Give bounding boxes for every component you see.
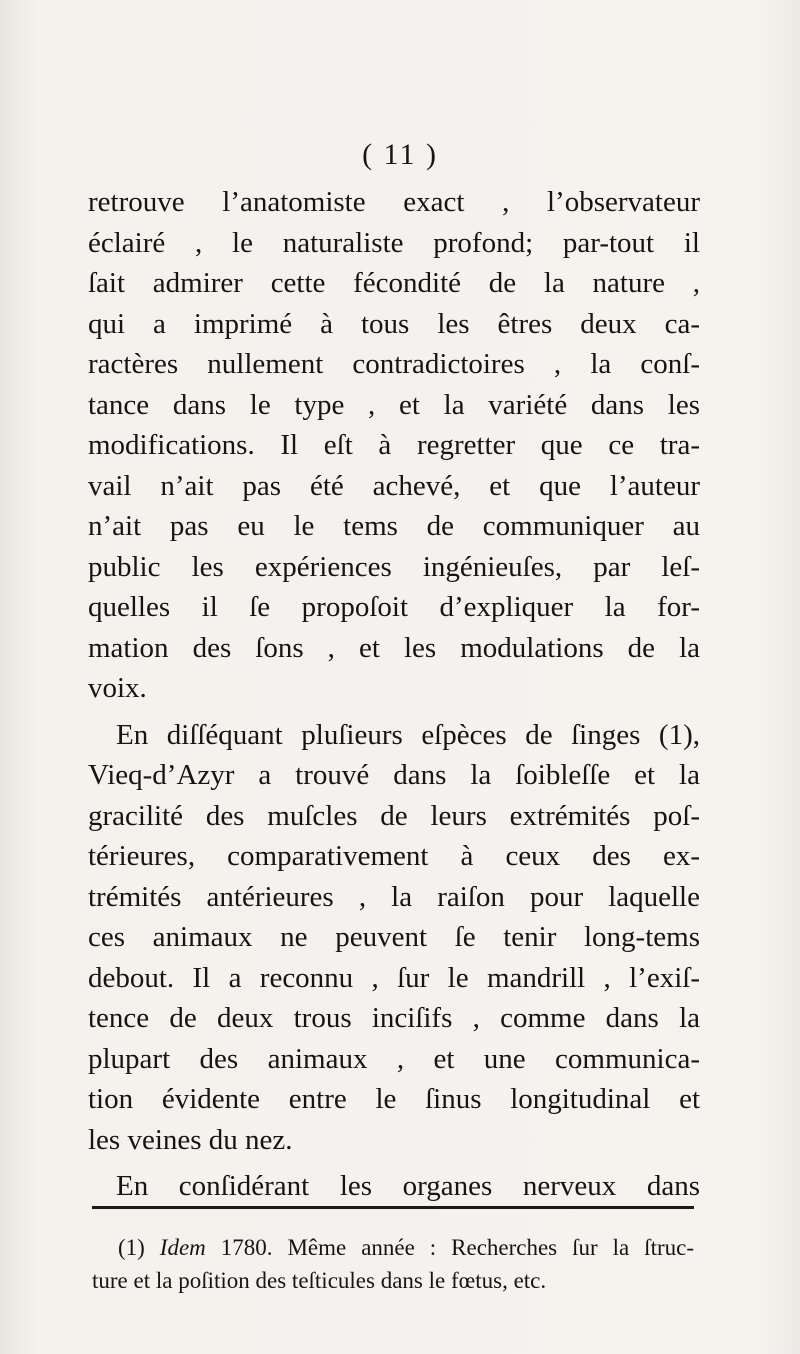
text-line: tion évidente entre le ſinus longitudinal et (88, 1083, 700, 1115)
text-line: trémités antérieures , la raiſon pour laquelle (88, 880, 700, 913)
text-line: retrouve l’anatomiste exact , l’observateur (88, 186, 700, 218)
body-text (88, 182, 700, 1207)
text-line: tance dans le type , et la variété dans les (88, 388, 700, 421)
text-line: ractères nullement contradictoires , la conſ- (88, 348, 700, 380)
text-line: ſait admirer cette fécondité de la nature , (88, 267, 700, 299)
text-line: En conſidérant les organes nerveux dans (116, 1170, 700, 1202)
page-number: ( 11 ) (362, 138, 438, 171)
text-line: ces animaux ne peuvent ſe tenir long-tems (88, 921, 700, 953)
text-line: Vieq-d’Azyr a trouvé dans la ſoibleſſe et la (88, 759, 700, 791)
text-line: tence de deux trous inciſifs , comme dans la (88, 1002, 700, 1034)
text-line: voix. (88, 672, 147, 704)
text-line: térieures, comparativement à ceux des ex- (88, 840, 700, 872)
text-line: debout. Il a reconnu , ſur le mandrill , l’exiſ- (88, 961, 700, 994)
text-line: plupart des animaux , et une communica- (88, 1042, 700, 1075)
text-line: éclairé , le naturaliste profond; par-tout il (88, 226, 700, 259)
text-line: public les expériences ingénieuſes, par leſ- (88, 550, 700, 583)
text-line: En diſſéquant pluſieurs eſpèces de ſinges (1), (116, 718, 700, 751)
text-line: vail n’ait pas été achevé, et que l’auteur (88, 469, 700, 502)
text-line: gracilité des muſcles de leurs extrémités poſ- (88, 799, 700, 832)
text-line: modifications. Il eſt à regretter que ce tra- (88, 429, 700, 461)
text-line: quelles il ſe propoſoit d’expliquer la for- (88, 591, 700, 623)
footnote-line (92, 1231, 694, 1264)
footnote-divider (92, 1206, 694, 1209)
text-line: qui a imprimé à tous les êtres deux ca- (88, 307, 700, 340)
text-line: les veines du nez. (88, 1123, 293, 1156)
footnote-italic: Idem (159, 1235, 206, 1260)
footnote-marker: (1) (118, 1235, 145, 1260)
text-line: n’ait pas eu le tems de communiquer au (88, 510, 700, 542)
footnote-text: 1780. Même année : Recherches ſur la ſtruc- (220, 1235, 694, 1260)
footnote-line: ture et la poſition des teſticules dans le fœtus, etc. (92, 1268, 547, 1293)
text-line: mation des ſons , et les modulations de la (88, 631, 700, 664)
footnote (92, 1231, 694, 1297)
